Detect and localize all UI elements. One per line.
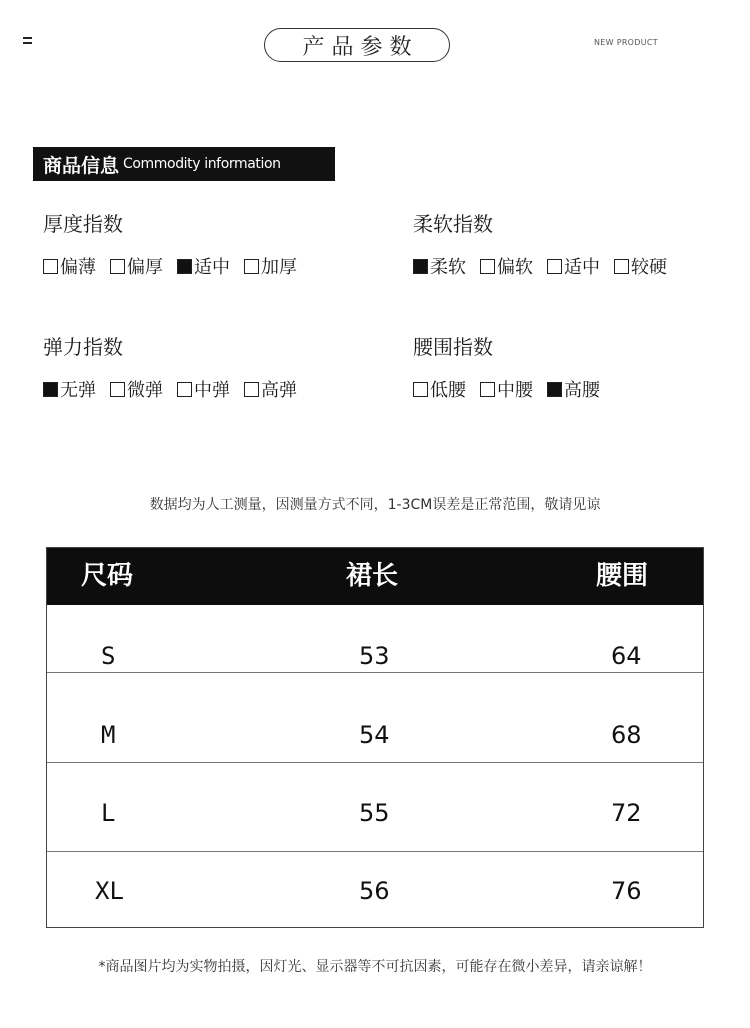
cell-waist: 72 [611, 799, 642, 827]
unchecked-box-icon [413, 382, 428, 397]
option-label: 偏软 [497, 257, 533, 278]
unchecked-box-icon [614, 259, 629, 274]
option-3 [244, 376, 297, 402]
cell-size: S [101, 642, 116, 670]
option-label: 加厚 [261, 257, 297, 278]
option-label: 较硬 [631, 257, 667, 278]
table-row [47, 672, 703, 762]
option-2 [547, 376, 600, 402]
unchecked-box-icon [110, 259, 125, 274]
softness-title: 柔软指数 [413, 212, 493, 236]
cell-size: L [101, 799, 116, 827]
cell-size: XL [95, 877, 124, 905]
measure-note: 数据均为人工测量，因测量方式不同，1-3CM误差是正常范围，敬请见谅 [149, 497, 601, 513]
cell-length: 56 [359, 877, 390, 905]
option-2 [547, 253, 600, 279]
option-3 [614, 253, 667, 279]
header-length: 裙长 [346, 561, 399, 591]
header-size: 尺码 [81, 561, 134, 591]
option-0 [413, 376, 466, 402]
option-label: 适中 [194, 257, 230, 278]
option-1 [110, 376, 163, 402]
thickness-title: 厚度指数 [43, 212, 123, 236]
option-label: 无弹 [60, 380, 96, 401]
option-0 [43, 253, 96, 279]
option-0 [413, 253, 466, 279]
table-row [47, 851, 703, 927]
option-label: 柔软 [430, 257, 466, 278]
elasticity-title: 弹力指数 [43, 335, 123, 359]
waist-title: 腰围指数 [413, 335, 493, 359]
option-label: 微弹 [127, 380, 163, 401]
unchecked-box-icon [547, 259, 562, 274]
option-label: 高弹 [261, 380, 297, 401]
banner-title-en: Commodity information [123, 156, 281, 172]
menu-icon[interactable] [23, 35, 35, 45]
option-label: 高腰 [564, 380, 600, 401]
cell-length: 55 [359, 799, 390, 827]
new-product-tag: NEW PRODUCT [594, 38, 658, 47]
softness-options [413, 253, 667, 279]
option-1 [480, 376, 533, 402]
cell-waist: 76 [611, 877, 642, 905]
unchecked-box-icon [244, 382, 259, 397]
cell-length: 53 [359, 642, 390, 670]
thickness-options [43, 253, 297, 279]
table-header [47, 548, 703, 605]
elasticity-options [43, 376, 297, 402]
unchecked-box-icon [177, 382, 192, 397]
section-title: 产品参数 [264, 28, 450, 62]
checked-box-icon [413, 259, 428, 274]
unchecked-box-icon [480, 382, 495, 397]
cell-size: M [101, 721, 116, 749]
option-label: 偏厚 [127, 257, 163, 278]
table-row [47, 605, 703, 672]
unchecked-box-icon [480, 259, 495, 274]
checked-box-icon [177, 259, 192, 274]
option-3 [244, 253, 297, 279]
waist-options [413, 376, 600, 402]
unchecked-box-icon [244, 259, 259, 274]
cell-waist: 64 [611, 642, 642, 670]
option-0 [43, 376, 96, 402]
option-label: 偏薄 [60, 257, 96, 278]
option-label: 低腰 [430, 380, 466, 401]
commodity-info-banner [33, 147, 335, 181]
option-label: 中弹 [194, 380, 230, 401]
option-2 [177, 253, 230, 279]
checked-box-icon [547, 382, 562, 397]
header-waist: 腰围 [596, 561, 649, 591]
option-label: 中腰 [497, 380, 533, 401]
unchecked-box-icon [43, 259, 58, 274]
cell-waist: 68 [611, 721, 642, 749]
banner-title-zh: 商品信息 [43, 154, 120, 177]
footer-note: *商品图片均为实物拍摄，因灯光、显示器等不可抗因素，可能存在微小差异，请亲谅解！ [98, 959, 652, 975]
unchecked-box-icon [110, 382, 125, 397]
option-label: 适中 [564, 257, 600, 278]
table-row [47, 762, 703, 851]
cell-length: 54 [359, 721, 390, 749]
checked-box-icon [43, 382, 58, 397]
option-1 [480, 253, 533, 279]
option-1 [110, 253, 163, 279]
option-2 [177, 376, 230, 402]
size-table [46, 547, 704, 928]
